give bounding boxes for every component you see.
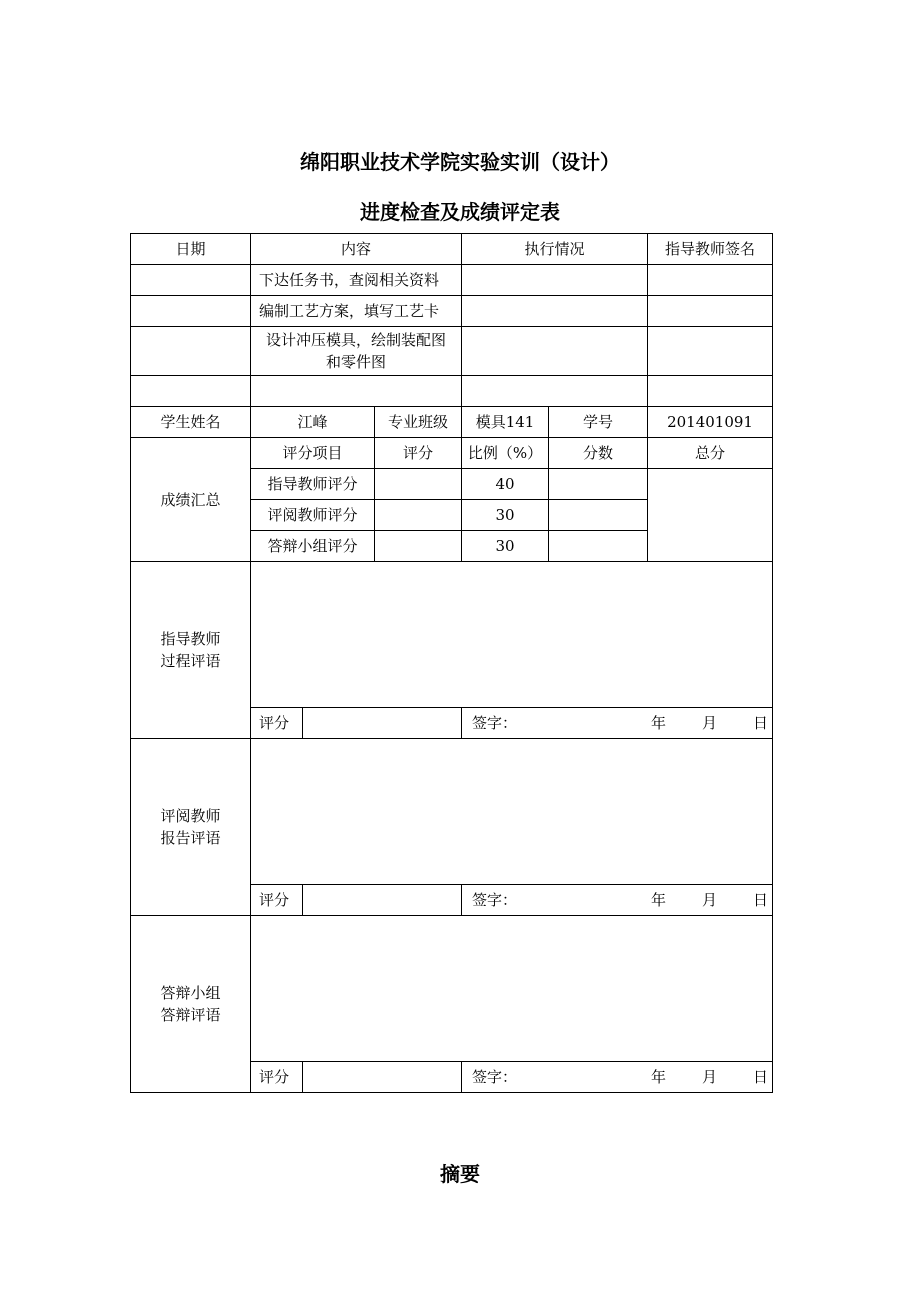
progress-content-cell: 编制工艺方案，填写工艺卡 [251,296,462,327]
month-label: 月 [702,714,718,732]
month-label: 月 [702,891,718,909]
comment-section-row [131,916,773,1062]
comment-area[interactable] [251,916,773,1062]
progress-status-cell[interactable] [462,265,648,296]
comment-label-line2: 答辩评语 [160,1006,221,1024]
comment-area[interactable] [251,562,773,708]
grade-score-header: 评分 [375,438,462,469]
progress-content-cell: 下达任务书，查阅相关资料 [251,265,462,296]
document-title-line1: 绵阳职业技术学院实验实训（设计） [300,150,620,174]
grade-score-cell[interactable] [375,531,462,562]
comment-section-label [131,739,251,916]
student-id-label: 学号 [549,407,648,438]
grade-points-cell[interactable] [549,500,648,531]
signature-header: 指导教师签名 [648,234,773,265]
comment-score-label: 评分 [251,885,303,916]
progress-date-cell[interactable] [131,265,251,296]
student-id-value: 201401091 [648,407,773,438]
progress-content-cell[interactable] [251,376,462,407]
grade-item-header: 评分项目 [251,438,375,469]
student-name-value: 江峰 [251,407,375,438]
progress-status-cell[interactable] [462,296,648,327]
year-label: 年 [650,1068,666,1086]
comment-label-line2: 过程评语 [160,652,221,670]
abstract-heading: 摘要 [440,1162,480,1186]
comment-signature-cell[interactable] [462,1062,773,1093]
day-label: 日 [753,1068,769,1086]
sign-date [651,1066,768,1088]
grade-item: 答辩小组评分 [251,531,375,562]
grade-ratio-cell: 40 [462,469,549,500]
grade-item: 评阅教师评分 [251,500,375,531]
grade-score-cell[interactable] [375,500,462,531]
comment-score-cell[interactable] [303,885,462,916]
progress-row [131,265,773,296]
sign-date [651,712,768,734]
evaluation-form-table [130,233,773,1093]
grade-points-cell[interactable] [549,531,648,562]
student-info-row [131,407,773,438]
year-label: 年 [650,714,666,732]
comment-section-row [131,562,773,708]
progress-signature-cell[interactable] [648,376,773,407]
grade-ratio-cell: 30 [462,500,549,531]
day-label: 日 [753,714,769,732]
comment-score-label: 评分 [251,708,303,739]
grade-ratio-header: 比例（%） [462,438,549,469]
progress-date-cell[interactable] [131,296,251,327]
sign-date [651,889,768,911]
day-label: 日 [753,891,769,909]
grade-total-cell[interactable] [648,469,773,562]
comment-score-cell[interactable] [303,708,462,739]
grade-total-header: 总分 [648,438,773,469]
progress-content-line2: 和零件图 [326,353,387,371]
date-header: 日期 [131,234,251,265]
document-title-line2: 进度检查及成绩评定表 [360,200,560,224]
month-label: 月 [702,1068,718,1086]
comment-score-label: 评分 [251,1062,303,1093]
grade-summary-label: 成绩汇总 [131,438,251,562]
progress-signature-cell[interactable] [648,327,773,376]
grade-ratio-cell: 30 [462,531,549,562]
comment-score-cell[interactable] [303,1062,462,1093]
progress-signature-cell[interactable] [648,265,773,296]
comment-section-row [131,739,773,885]
progress-content-cell [251,327,462,376]
comment-section-label [131,916,251,1093]
year-label: 年 [650,891,666,909]
class-label: 专业班级 [375,407,462,438]
progress-date-cell[interactable] [131,327,251,376]
progress-date-cell[interactable] [131,376,251,407]
comment-signature-cell[interactable] [462,708,773,739]
progress-row [131,327,773,376]
comment-area[interactable] [251,739,773,885]
progress-row [131,376,773,407]
grade-score-cell[interactable] [375,469,462,500]
comment-signature-cell[interactable] [462,885,773,916]
progress-row [131,296,773,327]
progress-status-cell[interactable] [462,376,648,407]
sign-label: 签字： [472,891,518,909]
sign-label: 签字： [472,714,518,732]
comment-label-line1: 指导教师 [160,630,221,648]
class-value: 模具141 [462,407,549,438]
status-header: 执行情况 [462,234,648,265]
grade-header-row [131,438,773,469]
grade-item: 指导教师评分 [251,469,375,500]
progress-header-row [131,234,773,265]
sign-label: 签字： [472,1068,518,1086]
content-header: 内容 [251,234,462,265]
comment-label-line2: 报告评语 [160,829,221,847]
progress-status-cell[interactable] [462,327,648,376]
grade-points-header: 分数 [549,438,648,469]
comment-label-line1: 答辩小组 [160,984,221,1002]
progress-signature-cell[interactable] [648,296,773,327]
student-name-label: 学生姓名 [131,407,251,438]
comment-section-label [131,562,251,739]
progress-content-line1: 设计冲压模具，绘制装配图 [266,331,447,349]
comment-label-line1: 评阅教师 [160,807,221,825]
grade-points-cell[interactable] [549,469,648,500]
